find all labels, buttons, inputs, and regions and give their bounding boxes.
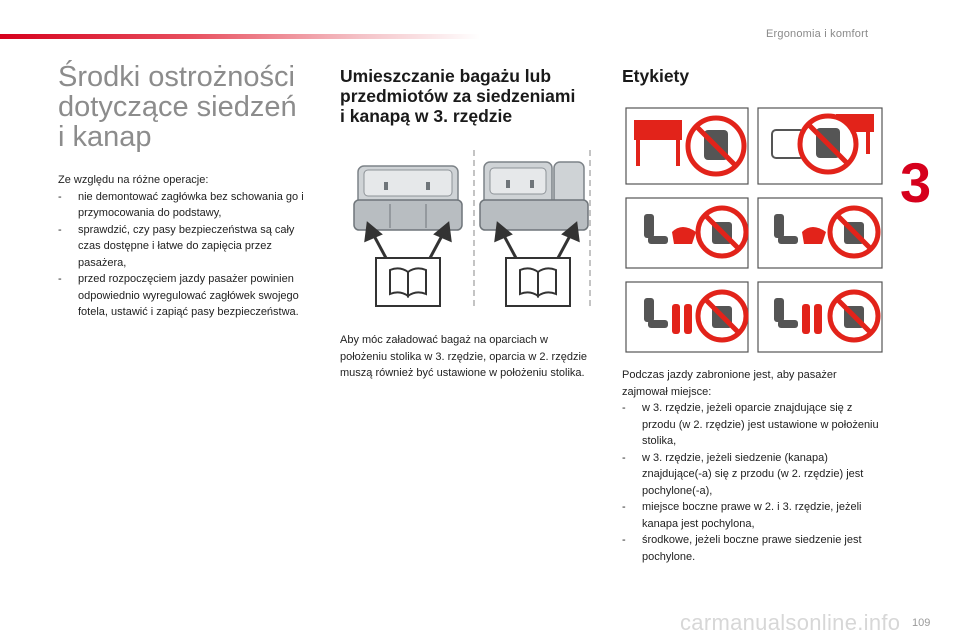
- title-line: Umieszczanie bagażu lub: [340, 66, 552, 86]
- manual-book-icon: [506, 258, 570, 306]
- warning-labels-illustration: [622, 104, 886, 356]
- seat-precautions-text: [58, 172, 320, 321]
- title-line: i kanapą w 3. rzędzie: [340, 106, 513, 126]
- seat-precautions-title: [58, 62, 318, 152]
- list-item: - nie demontować zagłówka bez schowania go i przymocowania do podstawy,: [58, 190, 304, 219]
- folded-bench-warning-icon: [626, 282, 748, 352]
- title-line: i kanap: [58, 121, 152, 153]
- luggage-placement-text: Aby móc załadować bagaż na oparciach w położeniu stolika w 3. rzędzie, oparcia w 2. rzędzie muszą również być ustawione w położeniu stolika.: [340, 334, 588, 379]
- title-line: przedmiotów za siedzeniami: [340, 86, 576, 106]
- luggage-placement-title: [340, 66, 610, 126]
- list-item: - sprawdzić, czy pasy bezpieczeństwa są cały czas dostępne i łatwe do zapięcia przez pasażera,: [58, 223, 295, 269]
- labels-title: Etykiety: [622, 66, 690, 86]
- seat-table-illustration: [340, 148, 598, 316]
- intro-text: Ze względu na różne operacje:: [58, 174, 209, 186]
- table-position-warning-icon: [758, 108, 882, 184]
- folded-bench-warning-icon: [758, 282, 882, 352]
- header-accent-bar: [0, 34, 480, 39]
- list-item: - środkowe, jeżeli boczne prawe siedzenie jest pochylone.: [622, 534, 862, 563]
- seat-row-3-icon: [354, 166, 462, 230]
- section-title: Ergonomia i komfort: [766, 28, 869, 40]
- chapter-number: 3: [900, 151, 932, 214]
- tilted-seat-warning-icon: [626, 198, 748, 268]
- intro-text: Podczas jazdy zabronione jest, aby pasażer zajmował miejsce:: [622, 369, 837, 398]
- list-item: - miejsce boczne prawe w 2. i 3. rzędzie, jeżeli kanapa jest pochylona,: [622, 501, 862, 530]
- watermark: carmanualsonline.info: [680, 610, 901, 635]
- page-number: 109: [912, 617, 931, 629]
- table-position-warning-icon: [626, 108, 748, 184]
- title-line: dotyczące siedzeń: [58, 91, 297, 123]
- list-item: - w 3. rzędzie, jeżeli oparcie znajdujące się z przodu (w 2. rzędzie) jest ustawione w położeniu stolika,: [622, 402, 879, 447]
- labels-text: [622, 367, 884, 565]
- list-item: - przed rozpoczęciem jazdy pasażer powinien odpowiednio wyregulować zagłówek swojego fotela, ustawić i zapiąć pasy bezpieczeństwa.: [58, 273, 299, 318]
- title-line: Środki ostrożności: [58, 61, 295, 93]
- manual-book-icon: [376, 258, 440, 306]
- tilted-seat-warning-icon: [758, 198, 882, 268]
- list-item: - w 3. rzędzie, jeżeli siedzenie (kanapa) znajdujące(-a) się z przodu (w 2. rzędzie) jest pochylone(-a),: [622, 451, 864, 497]
- seat-row-2-icon: [480, 162, 588, 230]
